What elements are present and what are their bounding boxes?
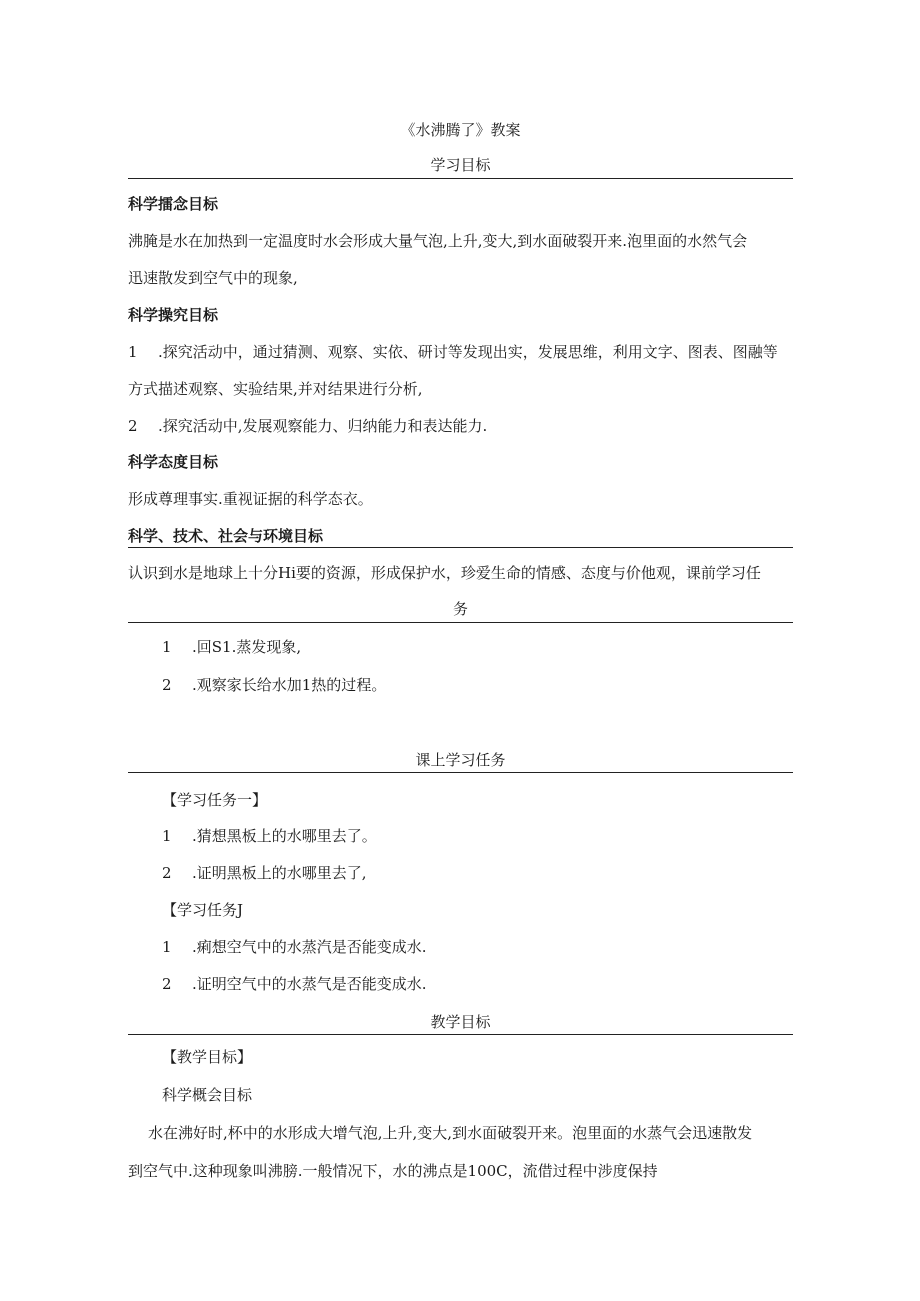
- divider: [128, 1034, 793, 1035]
- concept-goal-text-line2: 迅速散发到空气中的现象,: [128, 269, 298, 287]
- divider: [128, 178, 793, 179]
- attitude-goal-heading: 科学态度目标: [128, 453, 219, 471]
- teaching-concept-text-line2: 到空气中.这种现象叫沸膀.一般情况下，水的沸点是100C，流借过程中涉度保持: [128, 1162, 658, 1180]
- list-text: .证明黑板上的水哪里去了,: [192, 864, 367, 882]
- list-number: 2: [162, 864, 172, 882]
- list-number: 2: [162, 676, 172, 694]
- task-one-label: 【学习任务一】: [162, 791, 268, 809]
- section-heading-teaching-goals: 教学目标: [430, 1013, 491, 1031]
- inquiry-item-1-line2: 方式描述观察、实验结果,并对结果进行分析,: [128, 380, 423, 398]
- list-number: 1: [162, 827, 172, 845]
- pre-task-item-1: [162, 637, 301, 657]
- task-one-item-2: [162, 863, 367, 883]
- list-text: .证明空气中的水蒸气是否能变成水.: [192, 975, 427, 993]
- teaching-concept-text-line1: 水在沸好时,杯中的水形成大增气泡,上升,变大,到水面破裂开来。泡里面的水蒸气会迅速散发: [148, 1124, 753, 1142]
- concept-goal-text-line1: 沸腌是水在加热到一定温度时水会形成大量气泡,上升,变大,到水面破裂开来.泡里面的水然气会: [128, 232, 748, 250]
- list-text: .探究活动中,发展观察能力、归纳能力和表达能力.: [158, 417, 488, 435]
- inquiry-item-1-line1: [128, 342, 778, 362]
- divider: [128, 547, 793, 548]
- document-title: 《水沸腾了》教案: [400, 121, 521, 139]
- list-text: .猜想黑板上的水哪里去了。: [192, 827, 377, 845]
- teaching-goal-label: 【教学目标】: [162, 1048, 253, 1066]
- teaching-concept-heading: 科学概会目标: [162, 1086, 253, 1104]
- sts-goal-heading: 科学、技术、社会与环境目标: [128, 527, 324, 545]
- task-two-item-2: [162, 974, 427, 994]
- list-text: .回S1.蒸发现象,: [192, 638, 302, 656]
- inquiry-goal-heading: 科学操究目标: [128, 306, 219, 324]
- task-one-item-1: [162, 826, 377, 846]
- concept-goal-heading: 科学擂念目标: [128, 195, 219, 213]
- sts-goal-text-line2: 务: [452, 600, 468, 618]
- list-text: .探究活动中，通过猜测、观察、实依、研讨等发现出实，发展思维，利用文字、图表、图融等: [158, 343, 778, 361]
- list-number: 1: [128, 343, 138, 361]
- list-text: .观察家长给水加1热的过程。: [192, 676, 387, 694]
- sts-goal-text-line1: 认识到水是地球上十分Hi要的资源，形成保护水，珍爱生命的情感、态度与价他观，课前学习任: [128, 564, 761, 582]
- divider: [128, 772, 793, 773]
- attitude-goal-text: 形成尊理事实.重视证据的科学态衣。: [128, 490, 373, 508]
- task-two-item-1: [162, 937, 427, 957]
- section-heading-learning-goals: 学习目标: [430, 156, 491, 174]
- list-number: 2: [128, 417, 138, 435]
- inquiry-item-2: [128, 416, 487, 436]
- list-number: 2: [162, 975, 172, 993]
- list-number: 1: [162, 638, 172, 656]
- list-text: .痢想空气中的水蒸汽是否能变成水.: [192, 938, 427, 956]
- divider: [128, 622, 793, 623]
- section-heading-class-tasks: 课上学习任务: [415, 751, 506, 769]
- task-two-label: 【学习任务J: [162, 901, 244, 919]
- list-number: 1: [162, 938, 172, 956]
- pre-task-item-2: [162, 675, 386, 695]
